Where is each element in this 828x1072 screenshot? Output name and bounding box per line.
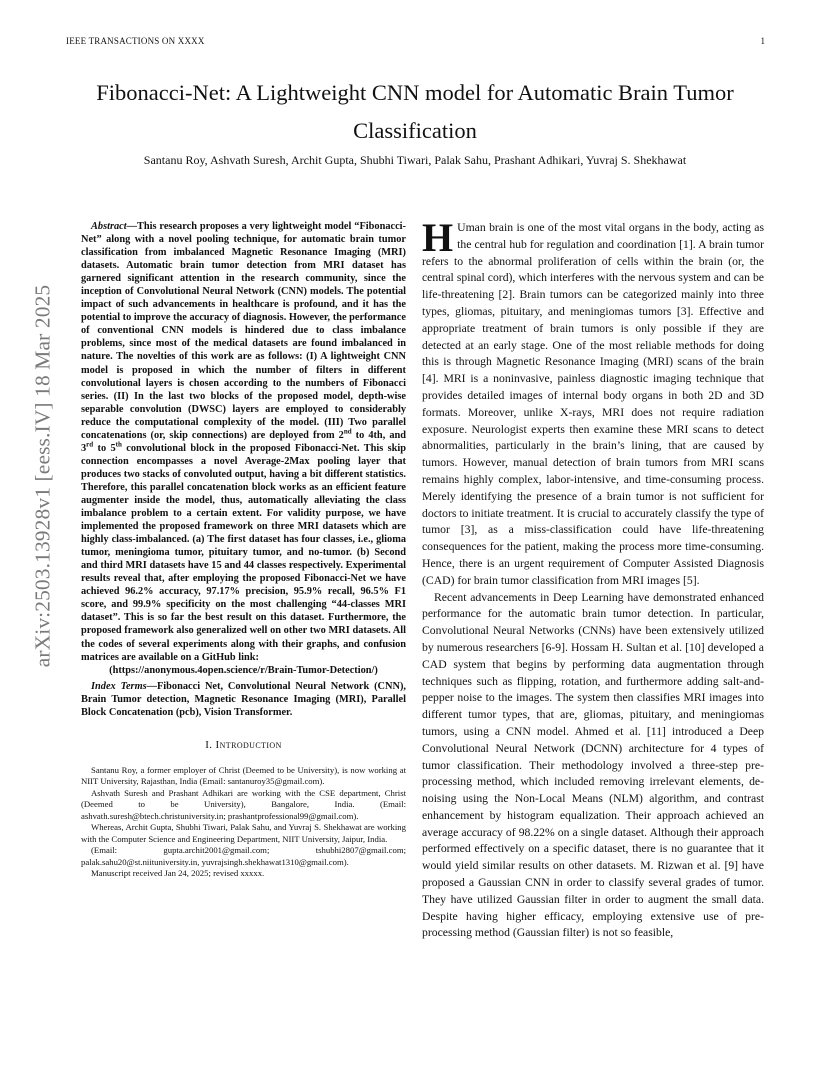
index-terms-text: —Fibonacci Net, Convolutional Neural Network (CNN), Brain Tumor detection, Magnetic Resonance Imaging (MRI), Parallel Block Concatenation (pcb), Vision Transformer.: [81, 680, 406, 718]
drop-cap: H: [422, 215, 454, 260]
github-link[interactable]: (https://anonymous.4open.science/r/Brain-Tumor-Detection/): [109, 664, 378, 676]
intro-paragraph-2: Recent advancements in Deep Learning have demonstrated enhanced performance for the automatic brain tumor detection. In particular, Convolutional Neural Networks (CNNs) have been extensively utilized by numerous researchers [6-9]. Hossam H. Sultan et al. [10] developed a CAD system that begins by performing data augmentation through techniques such as flipping, rotation, and furthermore adding salt-and-pepper noise to the images. The system then classifies MRI images into different tumor types, that are, gliomas, pituitary, and meningiomas tumors, using a CNN model. Ahmed et al. [11] introduced a Deep Convolutional Neural Network (DCNN) architecture for 4 types of tumor classification. Their methodology involved a three-step pre-processing method, which included removing irrelevant elements, de-noising using the Non-Local Means (NLM) algorithm, and contrast enhancement by histogram equalization. Their approach achieved an average accuracy of 98.22% on a single dataset. Although their approach performed effectively on a specific dataset, there is no guarantee that it would yield similar results on other datasets. M. Rizwan et al. [9] have proposed a Gaussian CNN in order to classify several grades of tumor. They have utilized Gaussian filter in order to augment the small data. Despite having higher efficacy, employing extensive use of pre-processing method (Gaussian filter) is not so feasible,: [422, 590, 764, 940]
ordinal-superscript: th: [115, 440, 122, 449]
left-column: [81, 220, 406, 880]
index-terms-label: Index Terms: [91, 680, 147, 692]
footnote: Ashvath Suresh and Prashant Adhikari are working with the CSE department, Christ (Deemed to be University), Bangalore, India. (Email: ashvath.suresh@btech.christuniversity.in; prashantprofessional99@gmail.com).: [81, 787, 406, 821]
abstract-label: Abstract: [91, 221, 127, 232]
footnotes: [81, 765, 406, 880]
ordinal-superscript: nd: [343, 427, 352, 436]
page-number: 1: [760, 36, 765, 46]
right-column: [422, 215, 764, 942]
footnote: Santanu Roy, a former employer of Christ (Deemed to be University), is now working at NIIT University, Rajasthan, India (Email: santanuroy35@gmail.com).: [81, 764, 406, 787]
ordinal-superscript: rd: [86, 440, 94, 449]
footnote: (Email: gupta.archit2001@gmail.com; tshubhi2807@gmail.com; palak.sahu20@st.niituniversity.in, yuvrajsingh.shekhawat1310@gmail.com).: [81, 845, 406, 867]
index-terms: [81, 680, 406, 719]
footnote: Whereas, Archit Gupta, Shubhi Tiwari, Palak Sahu, and Yuvraj S. Shekhawat are working with the Computer Science and Engineering Department, NIIT University, Jaipur, India.: [81, 822, 406, 844]
abstract-text: —This research proposes a very lightweight model “Fibonacci-Net” along with a novel pooling technique, for automatic brain tumor classification from imbalanced Magnetic Resonance Imaging (MRI) datasets. Automatic brain tumor detection from MRI dataset has garnered significant attention in the research community, since the inception of Convolutional Neural Network (CNN) models. The potential impact of such advancements in healthcare is profound, and it has the potential to improve the accuracy of diagnosis. However, the performance of conventional CNN models is hindered due to class imbalance problems, since most of the medical datasets are found imbalanced in nature. The novelties of this work are as follows: (I) A lightweight CNN model is proposed in which the number of filters in different convolutional layers is chosen according to the numbers of Fibonacci series. (II) In the last two blocks of the proposed model, depth-wise separable convolution (DWSC) layers are employed to considerably reduce the computational complexity of the model. (III) Two parallel concatenations (or, skip connections) are deployed from 2nd to 4th, and 3rd to 5th convolutional block in the proposed Fibonacci-Net. This skip connection encompasses a novel Average-2Max pooling layer that produces two stacks of convoluted output, having a bit different statistics. Therefore, this parallel concatenation block works as an efficient feature augmenter inside the model, thus, automatically alleviating the class imbalance problem to a certain extent. For validity purpose, we have implemented the proposed framework on three MRI datasets which are highly class-imbalanced. (a) The first dataset has four classes, i.e., glioma tumor, meningioma tumor, pituitary tumor, and no-tumor. (b) Second and third MRI datasets have 15 and 44 classes respectively. Experimental results reveal that, after employing the proposed Fibonacci-Net we have achieved 96.2% accuracy, 97.17% precision, 95.9% recall, 96.5% F1 score, and 99.9% specificity on the most challenging “44-classes MRI dataset”. This is so far the best result on this dataset. Furthermore, the proposed framework also generalized well on other two MRI datasets. All the codes of several experiments along with their graphs, and confusion matrices are available on a GitHub link:: [81, 221, 406, 663]
intro-paragraph-1-text: Uman brain is one of the most vital organs in the body, acting as the central hub for regulation and coordination [1]. A brain tumor refers to the abnormal proliferation of cells within the brain (or, the central spinal cord), which interferes with the nervous system and can be life-threatening [2]. Brain tumors can be categorized mainly into three types, gliomas, pituitary, and meningiomas tumors [3]. Effective and appropriate treatment of brain tumors is only possible if they are detected at an early stage. One of the most reliable methods for doing this is through Magnetic Resonance Imaging (MRI) scans of the brain [4]. MRI is a noninvasive, painless diagnostic imaging technique that provides detailed images of internal body organs in both 2D and 3D formats. Moreover, unlike X-rays, MRI does not require radiation exposure. Neurologist experts then examine these MRI scans to detect abnormalities, particularly in the brain’s lining, that are caused by tumors. However, manual detection of brain tumors from MRI scans remains highly complex, labor-intensive, and time-consuming process. Merely identifying the presence of a brain tumor is not sufficient for doctors to initiate treatment. It is crucial to accurately classify the type of tumor [3], as a miss-classification could have life-threatening consequences for the patient, making the process more time-consuming. Hence, there is an urgent requirement of Computer Assisted Diagnosis (CAD) for brain tumor classification from MRI images [5].: [422, 221, 764, 587]
running-head: IEEE TRANSACTIONS ON XXXX: [66, 36, 205, 46]
intro-paragraph-1: [422, 215, 764, 590]
footnote: Manuscript received Jan 24, 2025; revised xxxxx.: [91, 868, 265, 879]
abstract: [81, 220, 406, 664]
section-heading-introduction: I. Introduction: [205, 738, 282, 751]
author-list: Santanu Roy, Ashvath Suresh, Archit Gupta, Shubhi Tiwari, Palak Sahu, Prashant Adhikari, Yuvraj S. Shekhawat: [143, 153, 687, 167]
paper-title: Fibonacci-Net: A Lightweight CNN model for Automatic Brain Tumor Classification: [96, 80, 734, 143]
arxiv-stamp: arXiv:2503.13928v1 [eess.IV] 18 Mar 2025: [30, 284, 55, 668]
